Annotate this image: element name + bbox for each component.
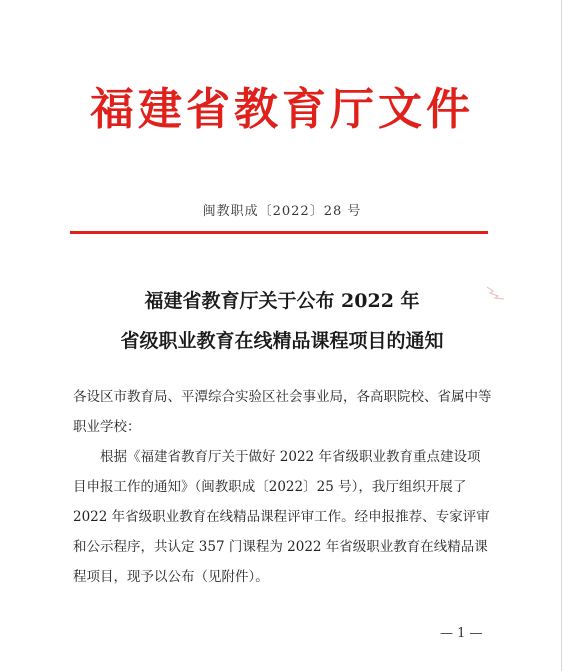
red-separator-rule — [70, 231, 488, 234]
body-paragraph: 根据《福建省教育厅关于做好 2022 年省级职业教育重点建设项目申报工作的通知》（闽教职成〔2022〕25 号），我厅组织开展了 2022 年省级职业教育在线精品课程评审工作。经申报推荐、专家评审和公示程序，共认定 357 门课程为 2022 年省级职业教育在线精品课程项目，现予以公布（见附件）。 — [73, 449, 490, 585]
notice-title-line-1: 福建省教育厅关于公布 2022 年 — [144, 290, 420, 312]
document-masthead: 福建省教育厅文件 — [90, 84, 474, 135]
addressee-paragraph: 各设区市教育局、平潭综合实验区社会事业局，各高职院校、省属中等职业学校： — [73, 389, 492, 435]
page-number: — 1 — — [440, 626, 483, 641]
notice-title-line-2: 省级职业教育在线精品课程项目的通知 — [120, 330, 444, 352]
document-number: 闽教职成〔2022〕28 号 — [202, 204, 362, 219]
pen-mark — [484, 283, 508, 301]
